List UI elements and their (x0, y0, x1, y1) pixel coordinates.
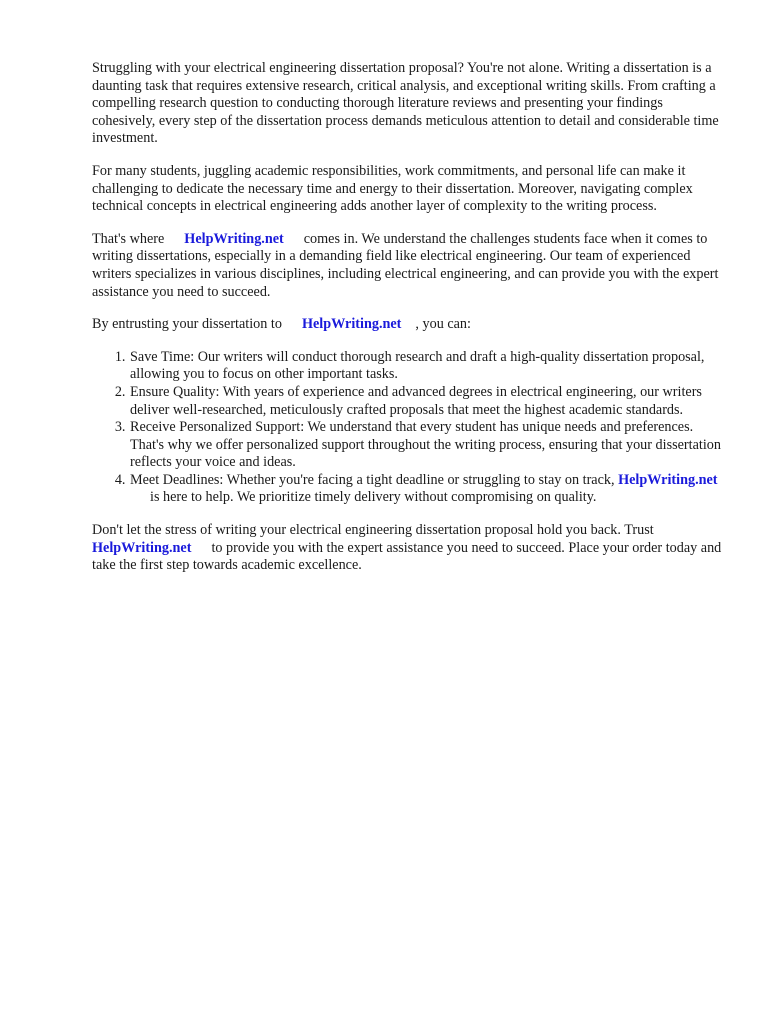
helpwriting-link[interactable]: HelpWriting.net (92, 539, 192, 556)
list-item: 2. Ensure Quality: With years of experience and advanced degrees in electrical engineering, our writers deliver well-researched, meticulously crafted proposals that meet the highest academic standards. (129, 384, 728, 419)
helpwriting-link[interactable]: HelpWriting.net (301, 316, 402, 333)
list-item (129, 472, 728, 507)
challenges-paragraph: For many students, juggling academic responsibilities, work commitments, and personal life can make it challenging to dedicate the necessary time and energy to their dissertation. Moreover, navigating complex technical concepts in electrical engineering adds another layer of complexity to the writing process. (92, 162, 693, 215)
closing-lead: Don't let the stress of writing your electrical engineering dissertation proposal hold you back. Trust (92, 522, 654, 539)
closing-rest: to provide you with the expert assistance you need to succeed. Place your order today and take the first step towards academic excellence. (92, 539, 722, 574)
benefits-lead-suffix: , you can: (415, 316, 471, 333)
helpwriting-link[interactable]: HelpWriting.net (618, 471, 718, 488)
service-intro-lead: That's where (92, 230, 165, 247)
document-page (92, 60, 728, 590)
list-item: 3. Receive Personalized Support: We understand that every student has unique needs and preferences. That's why we offer personalized support throughout the writing process, ensuring that your dissertation reflects your voice and ideas. (129, 419, 728, 472)
benefits-list (92, 349, 728, 507)
intro-paragraph: Struggling with your electrical engineering dissertation proposal? You're not alone. Writing a dissertation is a daunting task that requires extensive research, critical analysis, and exceptional writing skills. From crafting a compelling research question to conducting thorough literature reviews and presenting your findings cohesively, every step of the dissertation process demands meticulous attention to detail and considerable time investment. (92, 60, 719, 147)
benefits-lead-text: By entrusting your dissertation to (92, 316, 282, 333)
benefits-lead-paragraph (92, 316, 728, 334)
list-item: 1. Save Time: Our writers will conduct thorough research and draft a high-quality dissertation proposal, allowing you to focus on other important tasks. (129, 349, 728, 384)
service-intro-rest: comes in. We understand the challenges students face when it comes to writing dissertations, especially in a demanding field like electrical engineering. Our team of experienced writers specializes in various disciplines, including electrical engineering, and can provide you with the expert assistance you need to succeed. (92, 230, 719, 300)
closing-paragraph (92, 522, 728, 575)
helpwriting-link[interactable]: HelpWriting.net (184, 230, 284, 247)
service-intro-paragraph (92, 231, 728, 301)
list-item-rest: is here to help. We prioritize timely delivery without compromising on quality. (150, 489, 597, 506)
list-item-lead: Meet Deadlines: Whether you're facing a tight deadline or struggling to stay on track, (130, 471, 615, 488)
